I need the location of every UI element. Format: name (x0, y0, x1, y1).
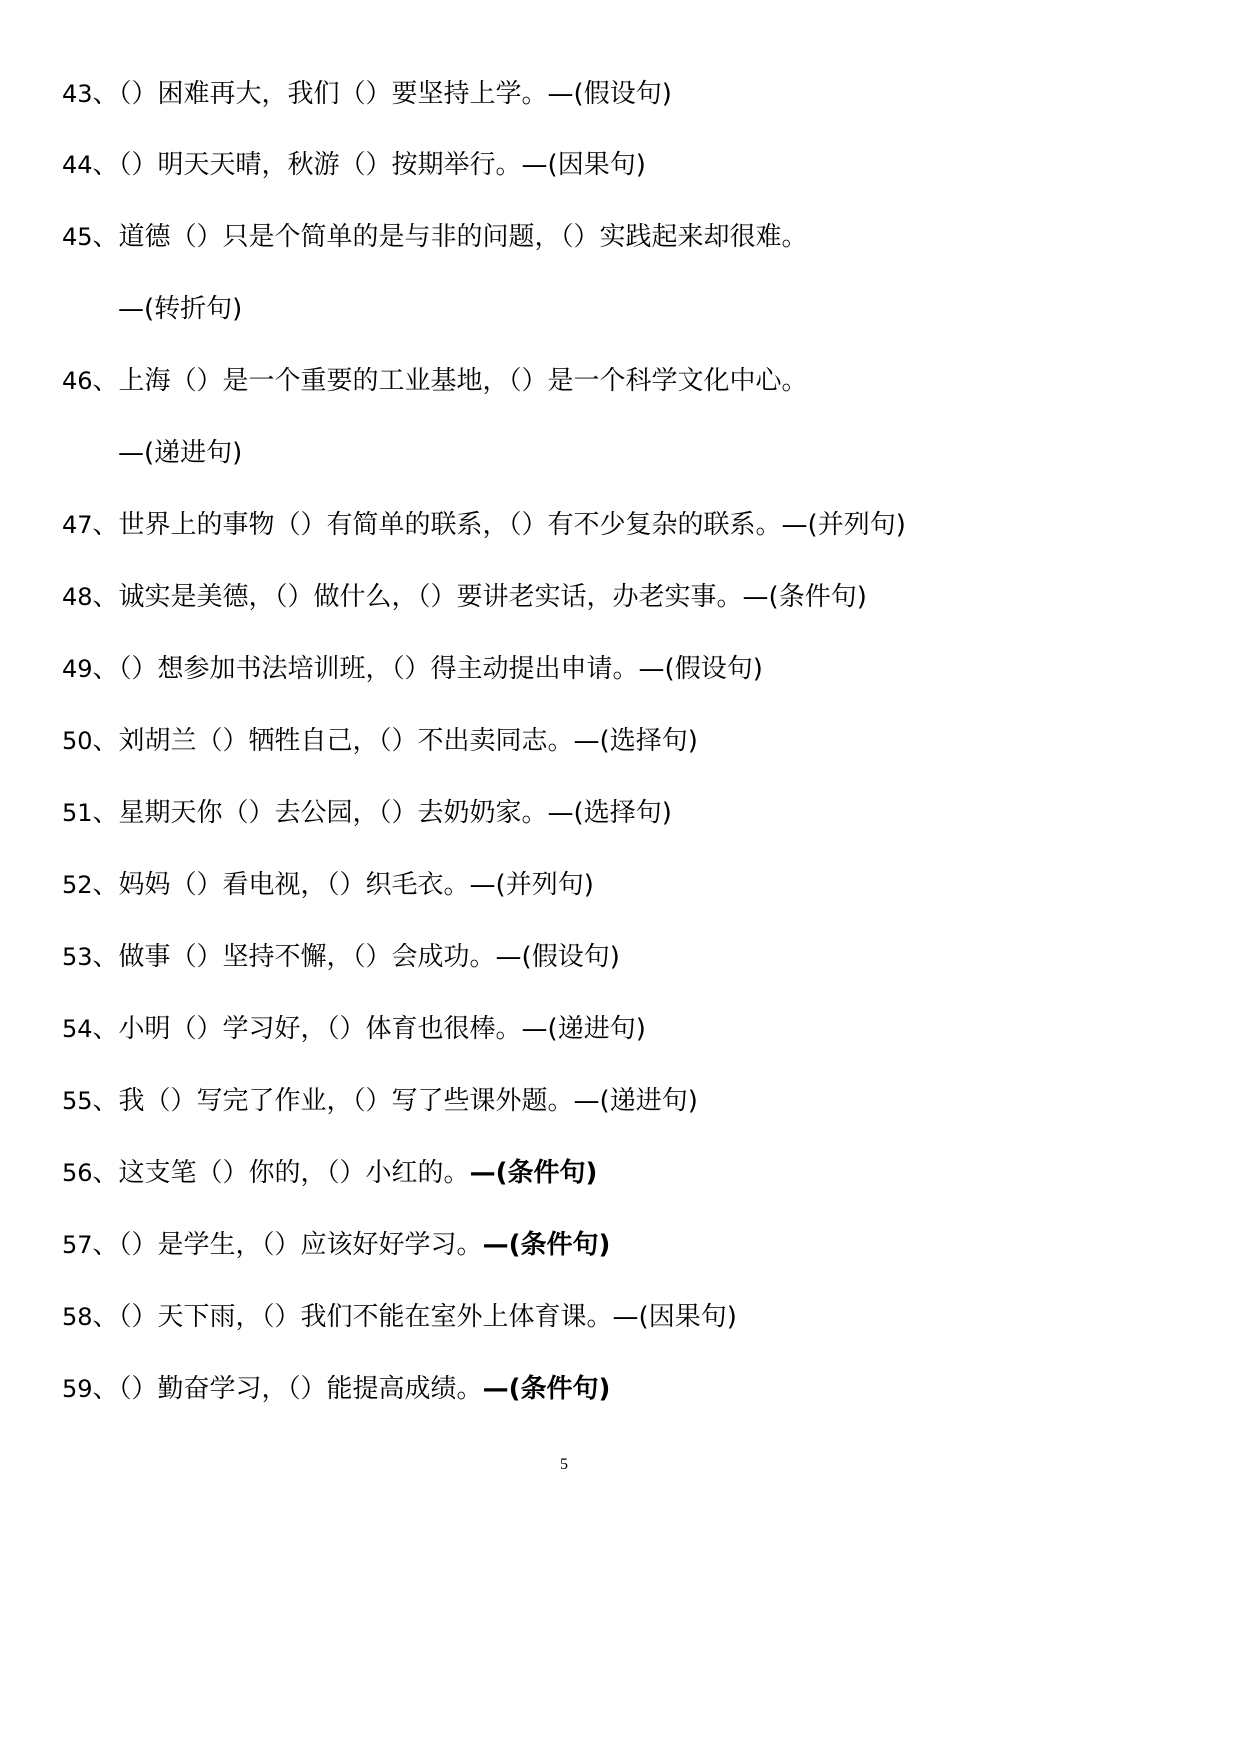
question-number: 59 (62, 1375, 93, 1403)
question-number: 54 (62, 1015, 93, 1043)
question-55 (62, 1081, 698, 1121)
question-text: 、刘胡兰（）牺牲自己，（）不出卖同志。—(选择句) (92, 726, 698, 756)
question-text: 、（）勤奋学习，（）能提高成绩。 (92, 1374, 483, 1404)
question-51 (62, 793, 672, 833)
question-54 (62, 1009, 646, 1049)
question-48 (62, 577, 867, 617)
sentence-type-label: —(条件句) (482, 1374, 611, 1404)
question-number: 43 (62, 80, 93, 108)
question-56 (62, 1153, 597, 1193)
question-59 (62, 1369, 610, 1409)
sentence-type-label: —(条件句) (482, 1230, 611, 1260)
question-number: 45 (62, 223, 93, 251)
question-number: 53 (62, 943, 93, 971)
question-text: 、这支笔（）你的，（）小红的。 (92, 1158, 470, 1188)
question-text: 、（）天下雨，（）我们不能在室外上体育课。—(因果句) (92, 1302, 737, 1332)
question-number: 46 (62, 367, 93, 395)
question-text: 、做事（）坚持不懈，（）会成功。—(假设句) (92, 942, 620, 972)
question-47 (62, 505, 906, 545)
question-44 (62, 145, 646, 185)
question-45-type (118, 289, 242, 329)
question-number: 51 (62, 799, 93, 827)
question-53 (62, 937, 620, 977)
question-50 (62, 721, 698, 761)
sentence-type-label: —(转折句) (118, 294, 243, 324)
question-46-type (118, 433, 242, 473)
question-text: 、（）明天天晴，秋游（）按期举行。—(因果句) (92, 150, 646, 180)
question-text: 、世界上的事物（）有简单的联系，（）有不少复杂的联系。—(并列句) (92, 510, 906, 540)
question-number: 50 (62, 727, 93, 755)
question-text: 、诚实是美德，（）做什么，（）要讲老实话，办老实事。—(条件句) (92, 582, 867, 612)
question-number: 52 (62, 871, 93, 899)
question-number: 47 (62, 511, 93, 539)
question-52 (62, 865, 594, 905)
question-58 (62, 1297, 737, 1337)
question-number: 44 (62, 151, 93, 179)
page-number: 5 (560, 1456, 568, 1473)
question-text: 、小明（）学习好，（）体育也很棒。—(递进句) (92, 1014, 646, 1044)
question-text: 、道德（）只是个简单的是与非的问题，（）实践起来却很难。 (92, 222, 808, 252)
question-49 (62, 649, 763, 689)
question-45 (62, 217, 808, 257)
question-text: 、星期天你（）去公园，（）去奶奶家。—(选择句) (92, 798, 672, 828)
question-number: 48 (62, 583, 93, 611)
question-text: 、（）想参加书法培训班，（）得主动提出申请。—(假设句) (92, 654, 763, 684)
question-number: 55 (62, 1087, 93, 1115)
question-number: 58 (62, 1303, 93, 1331)
question-number: 49 (62, 655, 93, 683)
question-text: 、（）是学生，（）应该好好学习。 (92, 1230, 483, 1260)
question-number: 57 (62, 1231, 93, 1259)
question-text: 、妈妈（）看电视，（）织毛衣。—(并列句) (92, 870, 594, 900)
sentence-type-label: —(条件句) (469, 1158, 598, 1188)
question-text: 、（）困难再大，我们（）要坚持上学。—(假设句) (92, 79, 672, 109)
question-text: 、我（）写完了作业，（）写了些课外题。—(递进句) (92, 1086, 698, 1116)
question-text: 、上海（）是一个重要的工业基地，（）是一个科学文化中心。 (92, 366, 808, 396)
question-number: 56 (62, 1159, 93, 1187)
sentence-type-label: —(递进句) (118, 438, 243, 468)
question-43 (62, 74, 672, 114)
question-57 (62, 1225, 610, 1265)
question-46 (62, 361, 808, 401)
